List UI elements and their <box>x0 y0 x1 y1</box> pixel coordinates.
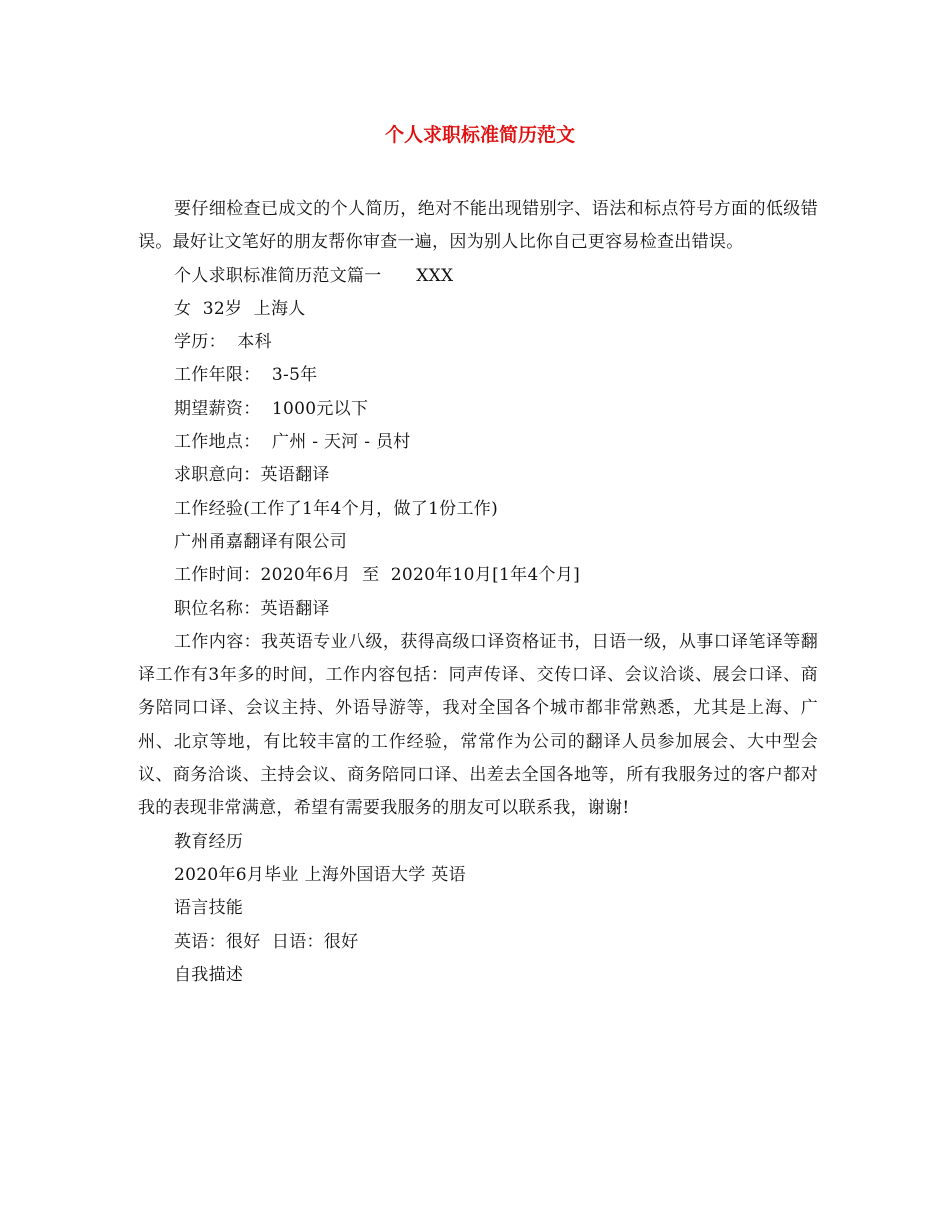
resume-info-block <box>138 260 818 626</box>
document-page <box>138 118 818 992</box>
resume-heading-line: 个人求职标准简历范文篇一 XXX <box>174 265 454 286</box>
expected-salary-line: 期望薪资： 1000元以下 <box>174 398 369 419</box>
job-intention-line: 求职意向：英语翻译 <box>174 465 330 486</box>
work-period-line: 工作时间：2020年6月 至 2020年10月[1年4个月] <box>174 565 581 586</box>
company-name-line: 广州甬嘉翻译有限公司 <box>174 531 347 552</box>
work-years-line: 工作年限： 3-5年 <box>174 365 318 386</box>
education-level-line: 学历： 本科 <box>174 332 272 353</box>
personal-info-line: 女 32岁 上海人 <box>174 298 306 319</box>
resume-tail-block <box>138 826 818 992</box>
work-content-paragraph: 工作内容：我英语专业八级，获得高级口译资格证书，日语一级，从事口译笔译等翻译工作有3年多的时间，工作内容包括：同声传译、交传口译、会议洽谈、展会口译、商务陪同口译、会议主持、外语导游等，我对全国各个城市都非常熟悉，尤其是上海、广州、北京等地，有比较丰富的工作经验，常常作为公司的翻译人员参加展会、大中型会议、商务洽谈、主持会议、商务陪同口译、出差去全国各地等，所有我服务过的客户都对我的表现非常满意，希望有需要我服务的朋友可以联系我，谢谢! <box>138 631 818 819</box>
job-title-line: 职位名称：英语翻译 <box>174 598 330 619</box>
self-description-heading: 自我描述 <box>174 964 244 985</box>
language-skills-line: 英语：很好 日语：很好 <box>174 931 359 952</box>
education-heading: 教育经历 <box>174 831 244 852</box>
work-experience-line: 工作经验(工作了1年4个月，做了1份工作) <box>174 498 499 519</box>
language-skills-heading: 语言技能 <box>174 898 244 919</box>
intro-paragraph: 要仔细检查已成文的个人简历，绝对不能出现错别字、语法和标点符号方面的低级错误。最好让文笔好的朋友帮你审查一遍，因为别人比你自己更容易检查出错误。 <box>138 199 818 253</box>
education-detail-line: 2020年6月毕业 上海外国语大学 英语 <box>174 864 466 885</box>
document-title: 个人求职标准简历范文 <box>384 124 575 146</box>
work-location-line: 工作地点： 广州 - 天河 - 员村 <box>174 432 411 453</box>
